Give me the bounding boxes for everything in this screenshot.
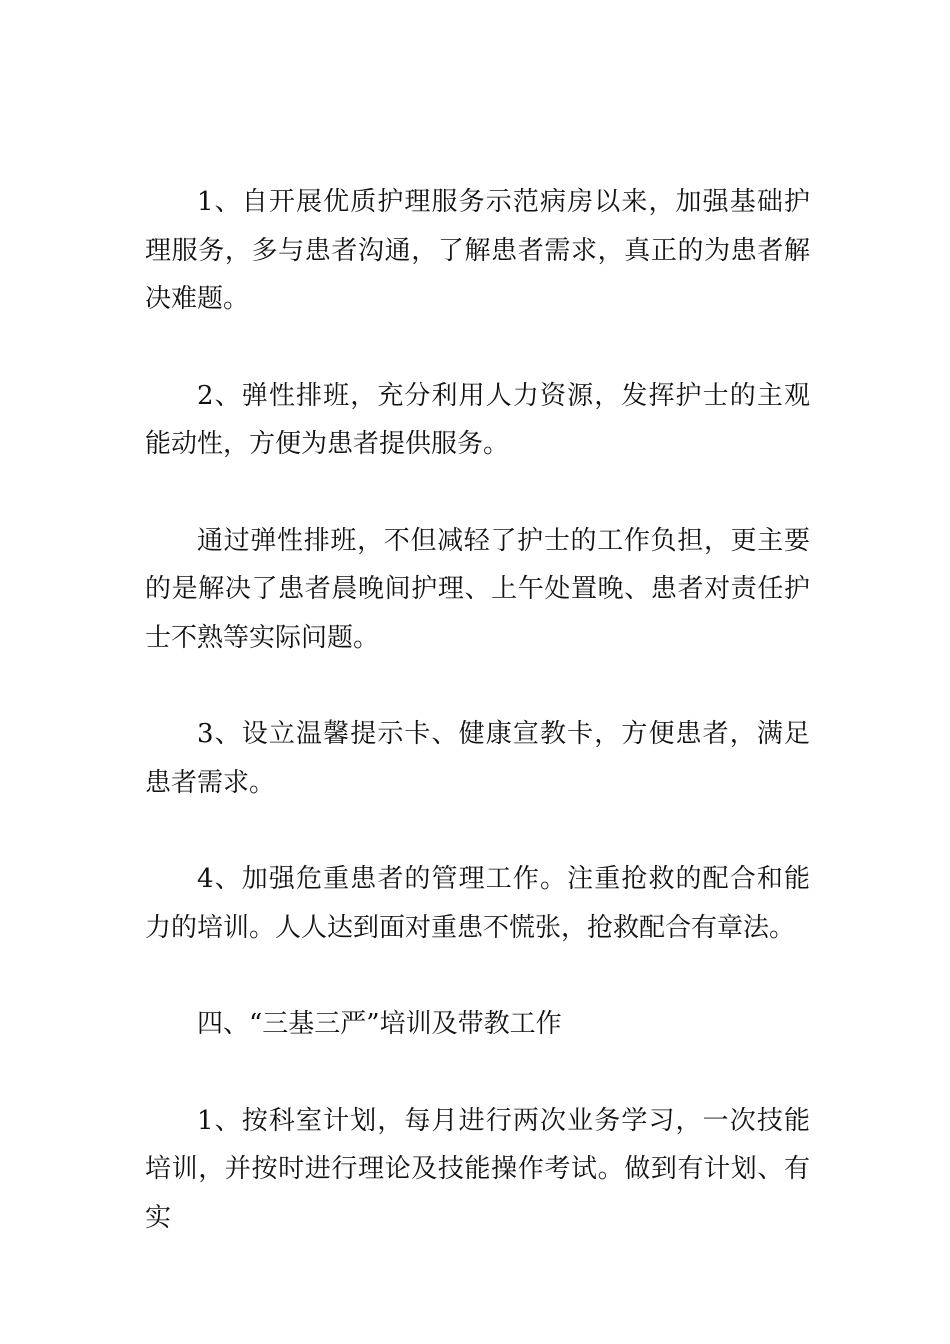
section-heading: 四、“三基三严”培训及带教工作: [197, 1009, 562, 1039]
paragraph-3: 通过弹性排班，不但减轻了护士的工作负担，更主要的是解决了患者晨晚间护理、上午处置晚、患者对责任护士不熟等实际问题。: [145, 525, 810, 653]
document-body: [145, 178, 810, 1290]
paragraph-1: 1、自开展优质护理服务示范病房以来，加强基础护理服务，多与患者沟通，了解患者需求，真正的为患者解决难题。: [145, 187, 810, 314]
paragraph-6: 1、按科室计划，每月进行两次业务学习，一次技能培训，并按时进行理论及技能操作考试。做到有计划、有实: [145, 1105, 810, 1233]
paragraph-5: 4、加强危重患者的管理工作。注重抢救的配合和能力的培训。人人达到面对重患不慌张，抢救配合有章法。: [145, 864, 810, 943]
paragraph-2: 2、弹性排班，充分利用人力资源，发挥护士的主观能动性，方便为患者提供服务。: [145, 380, 810, 459]
paragraph-4: 3、设立温馨提示卡、健康宣教卡，方便患者，满足患者需求。: [145, 719, 810, 798]
